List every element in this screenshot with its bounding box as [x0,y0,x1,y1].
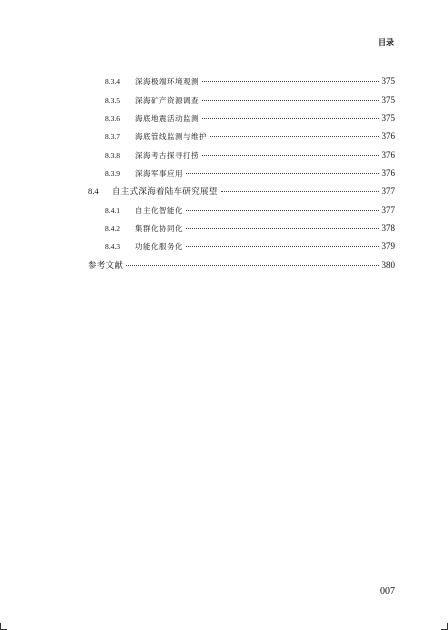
toc-entry-title: 参考文献 [88,261,124,271]
toc-entry-page: 376 [381,131,395,141]
crop-mark-bottom-right [441,623,448,630]
toc-entry-page: 376 [381,150,395,160]
toc-entry-title: 海底地震活动监测 [135,114,199,123]
dot-leader [186,172,379,174]
toc-entry-page: 377 [381,205,395,215]
toc-entry-title: 深海考古探寻打捞 [135,151,199,160]
crop-mark-bottom-left [0,623,7,630]
page-number: 007 [380,586,395,597]
dot-leader [186,245,379,247]
toc-entry-number: 8.3.8 [105,151,120,160]
dot-leader [202,99,379,101]
toc-entry-page: 375 [381,113,395,123]
dot-leader [210,135,379,137]
toc-entry-references[interactable] [88,258,395,272]
toc-entry-title: 功能化服务化 [135,242,183,251]
toc-entry-title: 自主式深海着陆车研究展望 [112,187,218,197]
toc-entry-8-4-3[interactable] [105,239,395,253]
toc-entry-8-3-9[interactable] [105,166,395,180]
toc-entry-8-3-8[interactable] [105,148,395,162]
toc-entry-8-3-4[interactable] [105,74,395,88]
toc-entry-number: 8.3.9 [105,169,120,178]
toc-entry-number: 8.4.3 [105,242,120,251]
toc-entry-number: 8.3.7 [105,132,120,141]
toc-entry-title: 深海矿产资源调查 [135,96,199,105]
dot-leader [221,190,379,192]
toc-entry-page: 380 [381,260,395,270]
toc-entry-page: 378 [381,223,395,233]
toc-entry-8-4-1[interactable] [105,203,395,217]
toc-entry-title: 自主化智能化 [135,206,183,215]
toc-entry-page: 375 [381,95,395,105]
dot-leader [202,154,379,156]
toc-entry-page: 379 [381,241,395,251]
dot-leader [202,80,379,82]
toc-entry-number: 8.3.5 [105,96,120,105]
toc-entry-number: 8.4.1 [105,206,120,215]
dot-leader [202,117,379,119]
toc-entry-8-4-2[interactable] [105,221,395,235]
toc-entry-page: 377 [381,186,395,196]
toc-entry-page: 375 [381,76,395,86]
dot-leader [186,227,379,229]
toc-entry-number: 8.3.6 [105,114,120,123]
toc-entry-title: 深海极端环境观测 [135,77,199,86]
toc-entry-number: 8.3.4 [105,77,120,86]
toc-entry-8-3-7[interactable] [105,129,395,143]
toc-entry-8-3-5[interactable] [105,93,395,107]
toc-entry-title: 集群化协同化 [135,224,183,233]
running-head: 目录 [378,38,394,47]
toc-entry-title: 海底管线监测与维护 [135,132,207,141]
toc-entry-8-4[interactable] [88,184,395,198]
toc-entry-8-3-6[interactable] [105,111,395,125]
toc-entry-number: 8.4 [88,186,99,196]
dot-leader [186,209,379,211]
toc-entry-title: 深海军事应用 [135,169,183,178]
toc-entry-page: 376 [381,168,395,178]
dot-leader [126,264,378,266]
toc-entry-number: 8.4.2 [105,224,120,233]
